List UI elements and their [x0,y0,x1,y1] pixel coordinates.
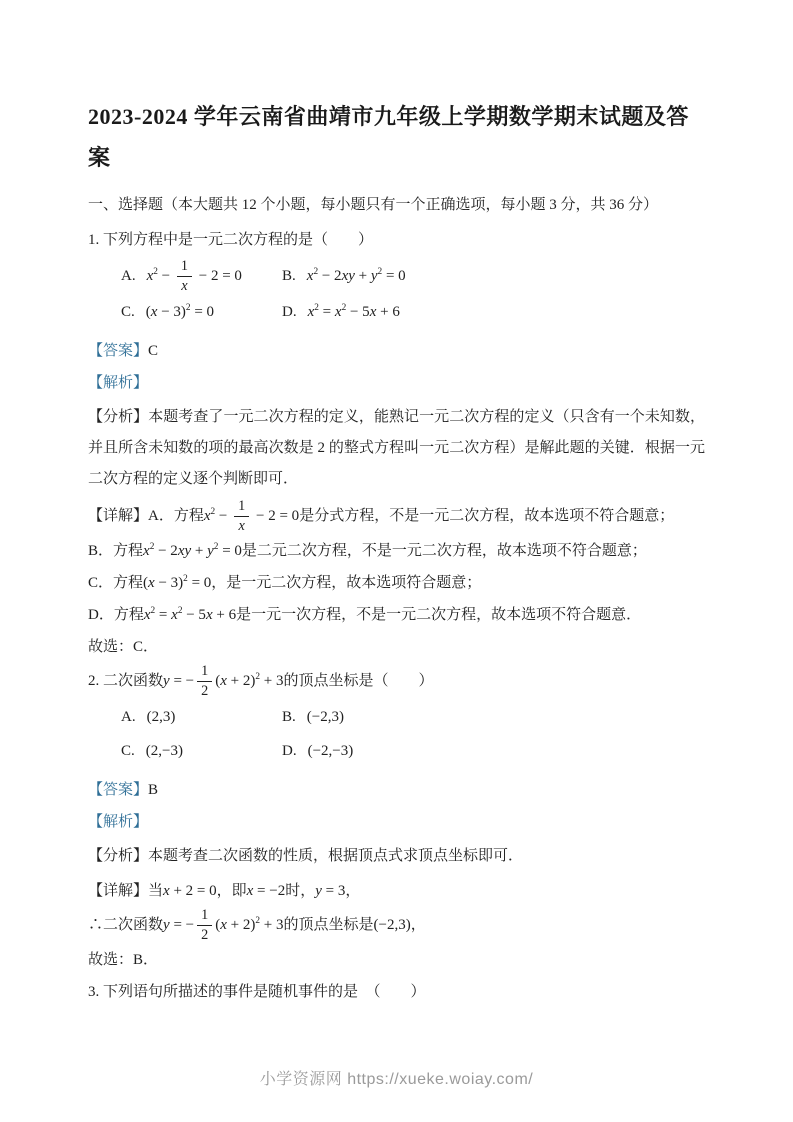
detail-line: 【详解】A．方程$x^2$ − $\frac{1}{x}$ − 2 = 0是分式方程，不是一元二次方程，故本选项不符合题意； [88,497,675,534]
option-label: D. [282,743,297,760]
answer-value: C [148,342,159,359]
detail-line: D．方程$x^2 = x^2 - 5x + 6$是一元一次方程，不是一元二次方程，故本选项不符合题意． [88,605,642,623]
option-label: A. [121,709,136,726]
question-2-option-a [121,703,282,733]
analysis-label: 【解析】 [88,374,149,391]
option-label: B. [282,709,296,726]
question-1-option-d [282,298,705,328]
option-label: B. [282,267,296,284]
question-1-analysis-label-line [88,368,705,398]
question-2-option-b [282,703,705,733]
detail-line: C．方程$(x - 3)^2 = 0$，是一元二次方程，故本选项符合题意； [88,573,482,591]
detail-line: 故选：C． [88,638,159,655]
question-2-answer-line [88,775,705,805]
question-1-answer-line [88,336,705,366]
option-formula: (2,−3) [145,743,183,760]
analysis-label: 【解析】 [88,813,149,830]
option-formula: (−2,−3) [307,743,354,760]
option-label: C. [121,304,135,321]
option-label: A. [121,267,136,284]
question-2-option-d [282,737,705,767]
option-formula: $x^2 - 2xy + y^2 = 0$ [306,266,406,284]
footer-watermark-text: 小学资源网 https://xueke.woiay.com/ [259,1071,534,1088]
answer-label: 【答案】 [88,342,149,359]
detail-line: B．方程$x^2 - 2xy + y^2 = 0$是二元二次方程，不是一元二次方程，故本选项不符合题意； [88,541,647,559]
section-heading: 一、选择题（本大题共 12 个小题，每小题只有一个正确选项，每小题 3 分，共 36 分） [88,197,659,213]
option-formula: (2,3) [146,709,176,726]
question-1-text: 1. 下列方程中是一元二次方程的是（ ） [88,232,374,248]
option-formula: $x^2$ − $\frac{1}{x}$ − 2 = 0 [146,258,242,294]
question-2-analysis-label-line [88,807,705,837]
detail-line: 【详解】当x + 2 = 0，即x = −2时，y = 3， [88,882,361,899]
answer-value: B [148,781,159,798]
question-1-option-a [121,259,282,294]
question-2-text: 2. 二次函数y = − $\frac{1}{2}$ $(x + 2)^2 + 3$的顶点坐标是（ ） [88,662,434,699]
option-formula: (−2,3) [306,709,344,726]
question-2-options [88,703,705,767]
question-2-analysis-paragraph: 【分析】本题考查二次函数的性质，根据顶点式求顶点坐标即可． [88,847,524,864]
question-1-analysis-paragraph: 【分析】本题考查了一元二次方程的定义，能熟记一元二次方程的定义（只含有一个未知数，并且所含未知数的项的最高次数是 2 的整式方程叫一元二次方程）是解此题的关键．根据一元二次方程的定义逐个判断即可． [88,408,705,487]
answer-label: 【答案】 [88,781,149,798]
question-1-options [88,259,705,328]
option-label: D. [282,304,297,321]
question-3-text: 3. 下列语句所描述的事件是随机事件的是 （ ） [88,983,426,1000]
option-label: C. [121,743,135,760]
option-formula: $(x - 3)^2 = 0$ [145,303,215,321]
question-1-option-c [121,298,282,328]
page-footer [0,1066,793,1089]
question-2-option-c [121,737,282,767]
question-1-option-b [282,259,705,294]
document-title: 2023-2024 学年云南省曲靖市九年级上学期数学期末试题及答案 [88,104,689,170]
option-formula: $x^2 = x^2 - 5x + 6$ [307,303,400,321]
detail-line: 故选：B． [88,951,159,968]
detail-line: ∴二次函数y = − $\frac{1}{2}$ $(x + 2)^2 + 3$的顶点坐标是(−2,3)， [88,906,426,943]
